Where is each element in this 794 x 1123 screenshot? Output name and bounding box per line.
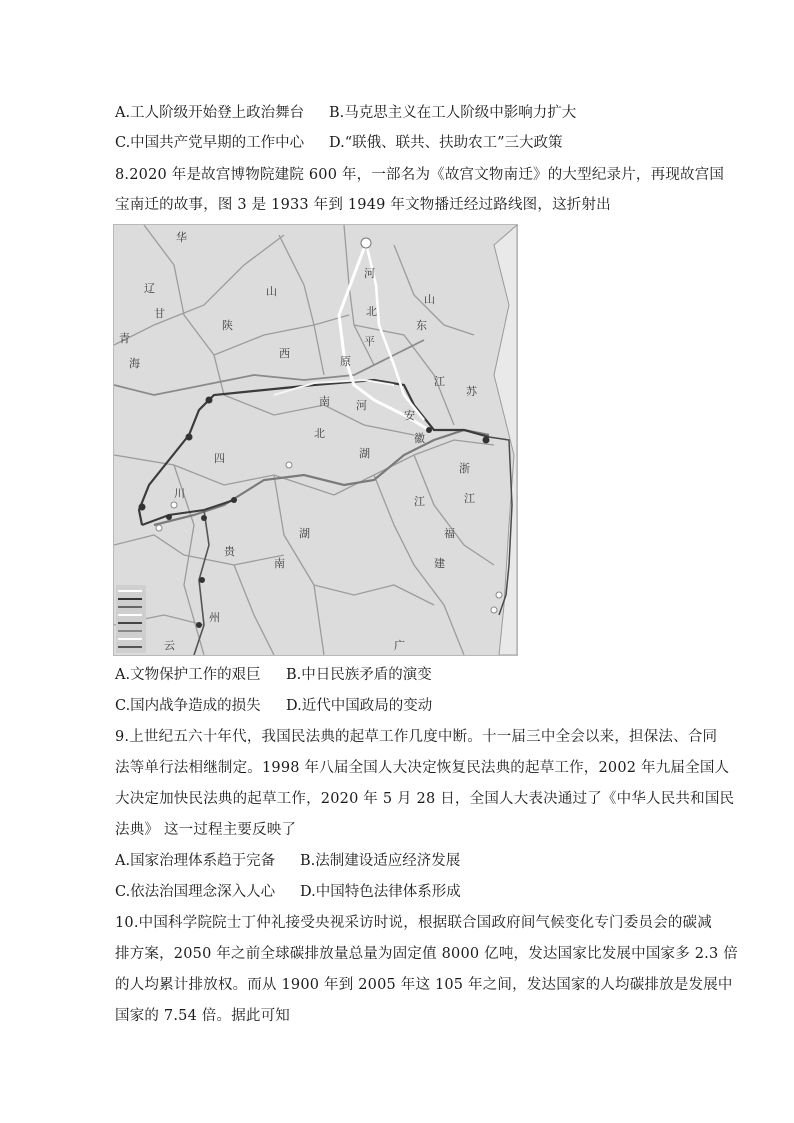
map-label: 浙 — [459, 462, 470, 475]
map-label: 陕 — [222, 319, 233, 332]
q9-option-d: D.中国特色法律体系形成 — [300, 884, 461, 900]
map-label: 福 — [444, 527, 455, 540]
q8-stem-line1: 8.2020 年是故宫博物院建院 600 年，一部名为《故宫文物南迁》的大型纪录片，再现故宫国 — [115, 167, 725, 183]
q9-option-a: A.国家治理体系趋于完备 — [115, 853, 276, 869]
q9-stem-line2: 法等单行法相继制定。1998 年八届全国人大决定恢复民法典的起草工作，2002 年九届全国人 — [115, 760, 730, 776]
map-label: 云 — [164, 639, 175, 652]
map-label: 江 — [464, 492, 475, 505]
map-label: 南 — [319, 395, 330, 408]
q7-option-a: A.工人阶级开始登上政治舞台 — [115, 105, 305, 121]
q7-option-c: C.中国共产党早期的工作中心 — [115, 135, 305, 151]
map-label: 青 — [119, 332, 130, 345]
map-legend — [116, 585, 146, 653]
map-label: 华 — [176, 231, 187, 244]
map-label: 四 — [214, 452, 225, 465]
q7-option-d: D.“联俄、联共、扶助农工”三大政策 — [329, 135, 563, 151]
relic-route-map — [113, 224, 518, 656]
map-label: 湖 — [359, 447, 370, 460]
map-label: 东 — [416, 319, 427, 332]
map-label: 州 — [209, 611, 220, 624]
q9-option-c: C.依法治国理念深入人心 — [115, 884, 276, 900]
q8-option-a: A.文物保护工作的艰巨 — [115, 667, 261, 683]
q10-stem-line1: 10.中国科学院院士丁仲礼接受央视采访时说，根据联合国政府间气候变化专门委员会的碳减 — [115, 915, 712, 931]
q9-stem-line3: 大决定加快民法典的起草工作，2020 年 5 月 28 日，全国人大表决通过了《中华人民共和国民 — [115, 791, 735, 807]
map-label: 河 — [356, 399, 367, 412]
map-label: 海 — [129, 357, 140, 370]
q9-stem-line4: 法典》 这一过程主要反映了 — [115, 822, 297, 838]
route-chongqing — [142, 500, 234, 525]
q10-stem-line3: 的人均累计排放权。而从 1900 年到 2005 年这 105 年之间，发达国家的人均碳排放是发展中 — [115, 977, 733, 993]
map-label: 西 — [279, 347, 290, 360]
q8-option-b: B.中日民族矛盾的演变 — [286, 667, 432, 683]
q10-stem-line4: 国家的 7.54 倍。据此可知 — [115, 1008, 291, 1024]
map-label: 湖 — [299, 527, 310, 540]
map-label: 原 — [340, 355, 351, 368]
map-label: 徽 — [414, 432, 425, 445]
route-north — [139, 380, 489, 525]
map-label: 河 — [364, 267, 375, 280]
map-label: 山 — [424, 293, 435, 306]
map-label: 北 — [314, 427, 325, 440]
map-label: 川 — [174, 487, 185, 500]
map-label: 苏 — [466, 385, 477, 398]
q9-stem-line1: 9.上世纪五六十年代，我国民法典的起草工作几度中断。十一届三中全会以来，担保法、合同 — [115, 729, 718, 745]
map-label: 甘 — [154, 307, 165, 320]
map-label: 辽 — [144, 282, 155, 295]
q7-option-b: B.马克思主义在工人阶级中影响力扩大 — [329, 105, 577, 121]
q8-stem-line2: 宝南迁的故事，图 3 是 1933 年到 1949 年文物播迁经过路线图，这折射出 — [115, 197, 611, 213]
map-label: 平 — [364, 335, 375, 348]
q10-stem-line2: 排方案，2050 年之前全球碳排放量总量为固定值 8000 亿吨，发达国家比发展中国家多 2.3 倍 — [115, 946, 738, 962]
map-label: 山 — [266, 285, 277, 298]
map-label: 江 — [414, 495, 425, 508]
map-label: 贵 — [224, 545, 235, 558]
q9-option-b: B.法制建设适应经济发展 — [300, 853, 461, 869]
yellow-river — [114, 340, 424, 395]
q8-option-c: C.国内战争造成的损失 — [115, 698, 261, 714]
map-label: 建 — [434, 557, 445, 570]
q8-option-d: D.近代中国政局的变动 — [286, 698, 433, 714]
map-label: 北 — [366, 305, 377, 318]
map-label: 南 — [274, 557, 285, 570]
map-label: 广 — [394, 639, 405, 652]
map-label: 安 — [404, 409, 415, 422]
map-label: 江 — [434, 375, 445, 388]
